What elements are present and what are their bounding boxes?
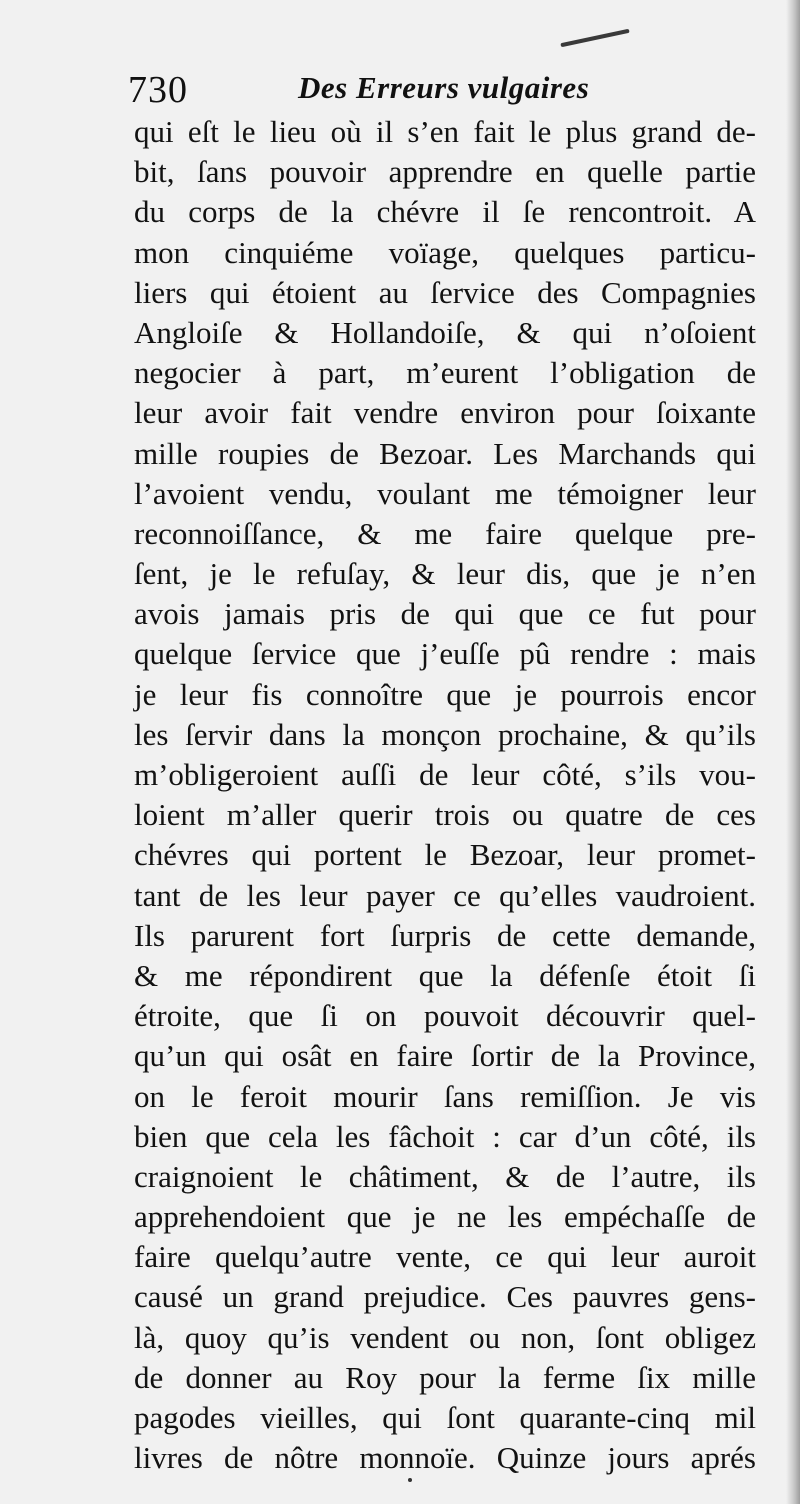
text-line: du corps de la chévre il ſe rencontroit. A — [134, 194, 756, 230]
ink-mark — [560, 29, 629, 47]
text-line: chévres qui portent le Bezoar, leur promet- — [134, 837, 756, 873]
text-line: qui eſt le lieu où il s’en fait le plus grand de- — [134, 114, 756, 149]
text-line: mon cinquiéme voïage, quelques particu- — [134, 234, 756, 270]
page-header — [128, 68, 688, 118]
text-line: les ſervir dans la monçon prochaine, & qu’ils — [134, 716, 756, 752]
text-line: livres de nôtre monnoïe. Quinze jours aprés — [134, 1440, 756, 1476]
text-line: on le feroit mourir ſans remiſſion. Je vis — [134, 1078, 756, 1114]
text-line: leur avoir fait vendre environ pour ſoixante — [134, 395, 756, 431]
text-line: bit, ſans pouvoir apprendre en quelle partie — [134, 154, 756, 190]
text-line: qu’un qui osât en faire ſortir de la Province, — [134, 1038, 756, 1074]
text-line: Ils parurent fort ſurpris de cette demande, — [134, 917, 756, 953]
text-line: liers qui étoient au ſervice des Compagnies — [134, 274, 756, 310]
text-line: craignoient le châtiment, & de l’autre, ils — [134, 1158, 756, 1194]
running-title: Des Erreurs vulgaires — [298, 70, 590, 105]
text-line: negocier à part, m’eurent l’obligation de — [134, 355, 756, 391]
page-gutter-shadow — [786, 0, 800, 1504]
ink-speck — [408, 1478, 412, 1482]
text-line: tant de les leur payer ce qu’elles vaudroient. — [134, 877, 756, 913]
text-line: & me répondirent que la défenſe étoit ſi — [134, 957, 756, 993]
text-line: avois jamais pris de qui que ce fut pour — [134, 596, 756, 632]
text-line: mille roupies de Bezoar. Les Marchands qui — [134, 435, 756, 471]
text-line: je leur fis connoître que je pourrois encor — [134, 676, 756, 712]
text-line: là, quoy qu’is vendent ou non, ſont obligez — [134, 1319, 756, 1355]
text-line: l’avoient vendu, voulant me témoigner leur — [134, 475, 756, 511]
text-line: faire quelqu’autre vente, ce qui leur auroit — [134, 1239, 756, 1275]
text-line: loient m’aller querir trois ou quatre de ces — [134, 797, 756, 833]
body-text — [134, 112, 766, 1478]
page-number: 730 — [128, 69, 188, 111]
text-line: de donner au Roy pour la ferme ſix mille — [134, 1359, 756, 1395]
text-line: pagodes vieilles, qui ſont quarante-cinq mil — [134, 1400, 756, 1435]
text-line: causé un grand prejudice. Ces pauvres gens- — [134, 1279, 756, 1315]
text-line: apprehendoient que je ne les empéchaſſe de — [134, 1199, 756, 1235]
text-line: étroite, que ſi on pouvoit découvrir quel- — [134, 998, 756, 1034]
text-line: bien que cela les fâchoit : car d’un côté, ils — [134, 1118, 756, 1154]
text-line: quelque ſervice que j’euſſe pû rendre : mais — [134, 636, 756, 672]
text-line: Angloiſe & Hollandoiſe, & qui n’oſoient — [134, 314, 756, 350]
text-line: ſent, je le refuſay, & leur dis, que je n’en — [134, 556, 756, 592]
text-line: reconnoiſſance, & me faire quelque pre- — [134, 515, 756, 551]
text-line: m’obligeroient auſſi de leur côté, s’ils vou- — [134, 757, 756, 792]
